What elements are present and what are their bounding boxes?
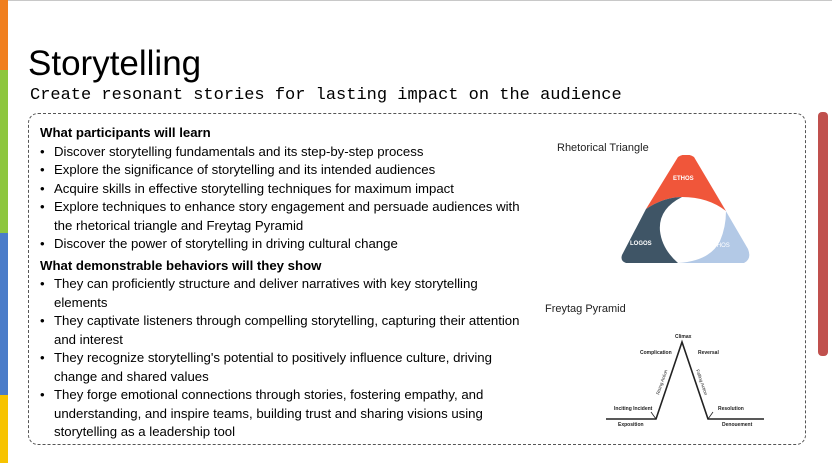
- pathos-label: PATHOS: [706, 243, 730, 249]
- scrollbar-thumb[interactable]: [818, 112, 828, 356]
- inciting-incident-label: Inciting Incident: [614, 406, 653, 412]
- behavior-item: • They captivate listeners through compelling storytelling, capturing their attention and interest: [40, 312, 530, 349]
- resolution-label: Resolution: [718, 406, 744, 412]
- accent-bar-green: [0, 70, 8, 233]
- reversal-label: Reversal: [698, 350, 719, 356]
- rhetorical-triangle-diagram: [620, 155, 780, 271]
- freytag-pyramid-diagram: [602, 330, 772, 430]
- rhetorical-triangle-title: Rhetorical Triangle: [557, 142, 649, 154]
- slide-border: [0, 0, 832, 1]
- accent-bar-blue: [0, 233, 8, 395]
- learn-item: • Explore techniques to enhance story engagement and persuade audiences with the rhetorical triangle and Freytag Pyramid: [40, 198, 530, 235]
- freytag-pyramid-title: Freytag Pyramid: [545, 303, 626, 315]
- learn-item: • Discover the power of storytelling in driving cultural change: [40, 235, 530, 254]
- behavior-item: • They forge emotional connections through stories, fostering empathy, and understanding, and inspire teams, building trust and sharing visions using storytelling as a leadership tool: [40, 386, 530, 442]
- behaviors-heading: What demonstrable behaviors will they show: [40, 257, 322, 273]
- behavior-item: • They recognize storytelling's potential to positively influence culture, driving change and shared values: [40, 349, 530, 386]
- denouement-label: Denouement: [722, 422, 753, 428]
- slide-title: Storytelling: [28, 44, 202, 83]
- ethos-label: ETHOS: [673, 176, 694, 182]
- learn-heading: What participants will learn: [40, 125, 211, 140]
- learn-item: • Explore the significance of storytelling and its intended audiences: [40, 161, 530, 180]
- logos-label: LOGOS: [630, 241, 652, 247]
- falling-action-label: Falling Action: [695, 368, 709, 396]
- climax-label: Climax: [675, 334, 692, 340]
- text-column: [40, 124, 530, 442]
- behaviors-list: [40, 275, 530, 442]
- exposition-label: Exposition: [618, 422, 644, 428]
- resolution-tick: [708, 412, 713, 419]
- slide-subtitle: Create resonant stories for lasting impact on the audience: [30, 86, 622, 105]
- learn-item: • Acquire skills in effective storytelling techniques for maximum impact: [40, 180, 530, 199]
- rising-action-label: Rising Action: [655, 369, 669, 396]
- complication-label: Complication: [640, 350, 672, 356]
- behavior-item: • They can proficiently structure and deliver narratives with key storytelling elements: [40, 275, 530, 312]
- learn-list: [40, 143, 530, 254]
- accent-bar-yellow: [0, 395, 8, 463]
- inciting-tick: [651, 412, 656, 419]
- learn-item: • Discover storytelling fundamentals and its step-by-step process: [40, 143, 530, 162]
- accent-bar-orange: [0, 0, 8, 70]
- logos-segment: [622, 197, 683, 263]
